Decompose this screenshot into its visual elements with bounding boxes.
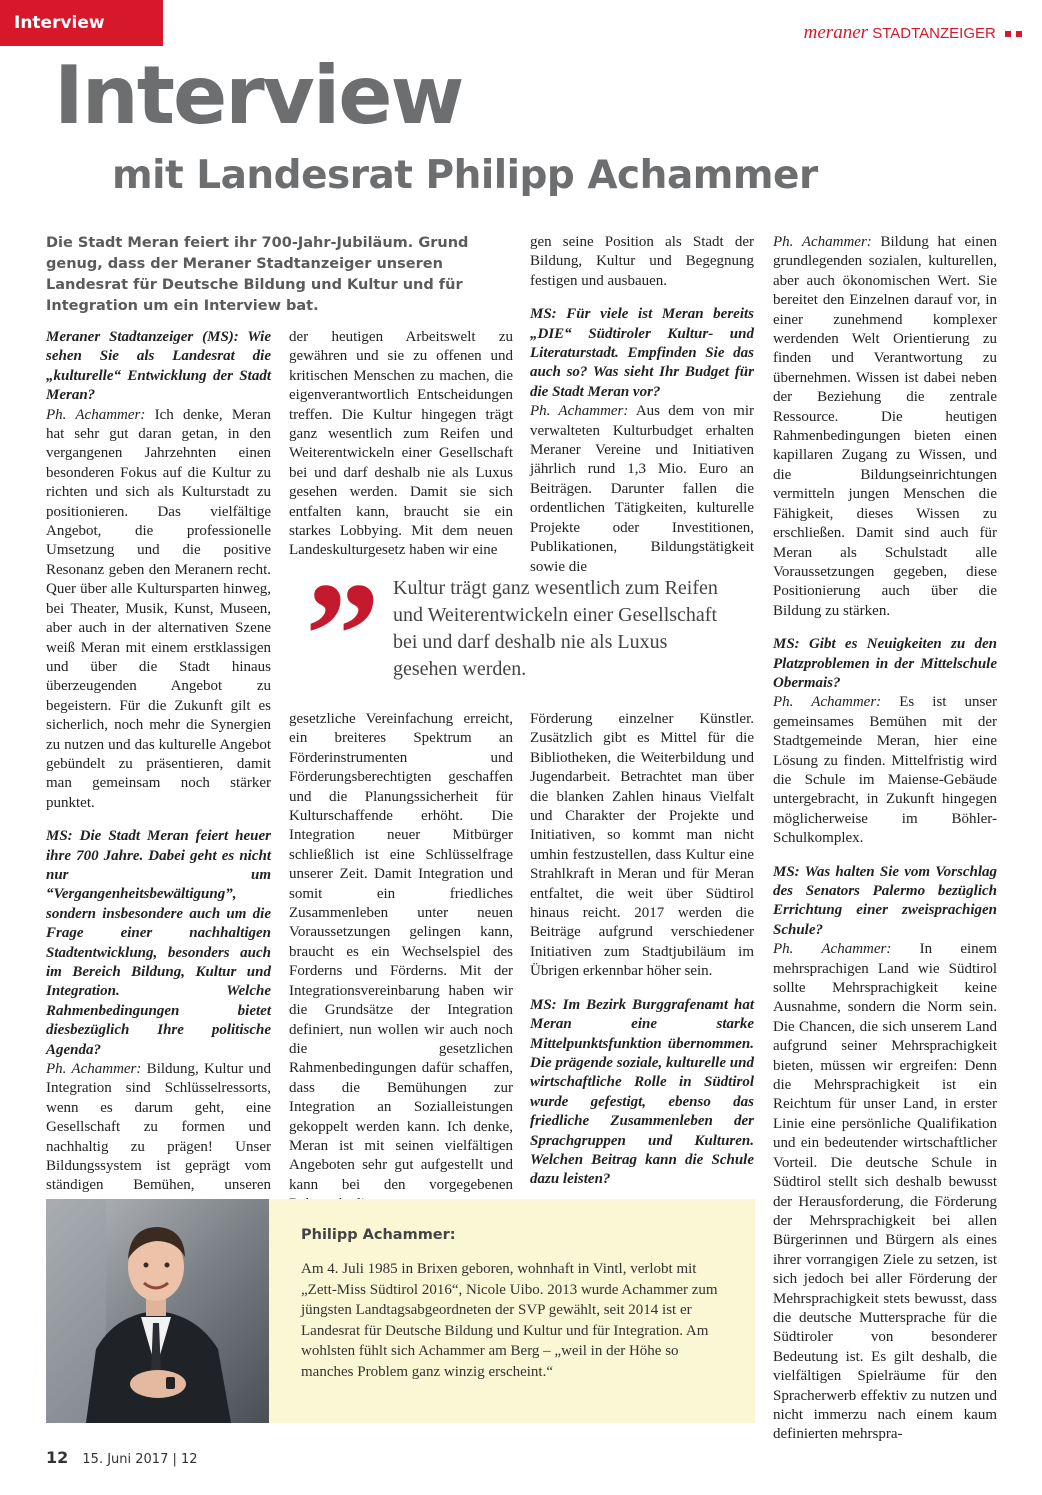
bio-text: Am 4. Juli 1985 in Brixen geboren, wohnhaft in Vintl, verlobt mit „Zett-Miss Südtirol 2016“, Nicole Uibo. 2013 wurde Achammer zum jüngsten Landtagsabgeordneten der SVP gewählt, seit 2014 ist er Landesrat für Deutsche Bildung und Kultur und für Integration. Am wohlsten fühlt sich Achammer am Berg – „weil in der Höhe so manches Problem ganz winzig erscheint.“ [301, 1261, 718, 1380]
section-label: Interview [0, 0, 163, 46]
brand-logo [804, 22, 1022, 44]
question-2: MS: Die Stadt Meran feiert heuer ihre 700 Jahre. Dabei geht es nicht nur um “Vergangenheitsbewältigung”, sondern insbesondere auch um die Frage einer nachhaltigen Stadtentwicklung, besonders auch im Bereich Bildung, Kultur und Integration. Welche Rahmenbedingungen bietet diesbezüglich Ihre politische Agenda? [46, 828, 271, 1058]
footer-date: 15. Juni 2017 | 12 [82, 1452, 198, 1467]
bio-box [269, 1199, 755, 1423]
quote-mark-icon: ” [305, 552, 380, 718]
answer-speaker: Ph. Achammer: [773, 941, 892, 958]
question-1: Meraner Stadtanzeiger (MS): Wie sehen Sie als Landesrat die „kulturelle“ Entwicklung der Stadt Meran? [46, 329, 271, 404]
article-column-2-bottom [289, 710, 513, 1229]
answer-2-end: gen seine Position als Stadt der Bildung, Kultur und Begegnung festigen und ausbauen. [530, 234, 754, 289]
brand-name: STADTANZEIGER [872, 25, 996, 42]
portrait-photo [46, 1199, 269, 1423]
answer-speaker: Ph. Achammer: [773, 234, 872, 250]
brand-square-icon [1016, 31, 1022, 37]
question-4: MS: Im Bezirk Burggrafenamt hat Meran eine starke Mittelpunktsfunktion übernommen. Die prägende soziale, kulturelle und wirtschaftliche Rolle in Südtirol wurde gefestigt, ebenso das friedliche Zusammenleben der Sprachgruppen und Kulturen. Welchen Beitrag kann die Schule dazu leisten? [530, 996, 754, 1188]
answer-6: In einem mehrsprachigen Land wie Südtirol sollte Mehrsprachigkeit keine Ausnahme, sondern die Norm sein. Die Chancen, die sich unserem Land aufgrund seiner Mehrsprachigkeit bieten, müssen wir ergreifen: Denn die Mehrsprachigkeit ist ein Reichtum für unser Land, in erster Linie eine persönliche Qualifikation und ein bedeutender wirtschaftlicher Vorteil. Die deutsche Schule in Südtirol stellt sich deshalb bewusst der Herausforderung, die Förderung der Mehrsprachigkeit bei allen Bürgerinnen und Bürgern als eines ihrer vorrangigen Ziele zu setzen, ist sich jedoch bei aller Förderung der Mehrsprachigkeit stets bewusst, dass die deutsche Muttersprache für die Südtiroler von besonderer Bedeutung ist. Es gilt deshalb, die vielfältigen Spielräume für den Spracherwerb effektiv zu nutzen und nicht immerzu nach einem kaum definierten mehrspra- [773, 941, 997, 1443]
answer-1: Ich denke, Meran hat sehr gut daran getan, in den vergangenen Jahrzehnten einen besonderen Fokus auf die Kultur zu richten und sich als Kulturstadt zu positionieren. Das vielfältige Angebot, die professionelle Umsetzung und die positive Resonanz geben den Meranern recht. Quer über alle Kultursparten hinweg, bei Theater, Musik, Kunst, Museen, aber auch in der alternativen Szene weiß Meran mit einem erstklassigen und über die Stadt hinaus überzeugenden Angebot zu begeistern. Für die Zukunft gilt es sicherlich, noch mehr die Synergien zu nutzen und das kulturelle Angebot gebündelt zu präsentieren, damit man gemeinsam noch stärker punktet. [46, 406, 271, 811]
article-column-3-bottom [530, 710, 754, 1204]
answer-speaker: Ph. Achammer: [530, 403, 629, 420]
question-5: MS: Gibt es Neuigkeiten zu den Platzproblemen in der Mittelschule Obermais? [773, 636, 997, 691]
question-3: MS: Für viele ist Meran bereits „DIE“ Südtiroler Kultur- und Literaturstadt. Empfinden Sie das auch so? Was sieht Ihr Budget für die Stadt Meran vor? [530, 306, 754, 400]
pull-quote: Kultur trägt ganz wesentlich zum Reifen und Weiterentwickeln einer Gesellschaft bei und darf deshalb nie als Luxus gesehen werden. [393, 577, 718, 680]
answer-speaker: Ph. Achammer: [46, 1061, 142, 1078]
brand-script: meraner [803, 22, 869, 43]
answer-3: Aus dem von mir verwalteten Kulturbudget erhalten Meraner Vereine und Initiativen jährlich rund 1,3 Mio. Euro an Beiträgen. Darunter fallen die ordentlichen Tätigkeiten, kulturelle Projekte oder Investitionen, Publikationen, Bildungstätigkeit sowie die [530, 403, 755, 575]
page-subtitle: mit Landesrat Philipp Achammer [112, 153, 818, 198]
answer-speaker: Ph. Achammer: [773, 694, 882, 711]
article-column-1 [46, 328, 271, 1268]
brand-square-icon [1005, 31, 1011, 37]
answer-speaker: Ph. Achammer: [46, 406, 146, 423]
page-number: 12 [46, 1448, 69, 1467]
bio-name: Philipp Achammer: [301, 1227, 456, 1243]
answer-3-continued: Förderung einzelner Künstler. Zusätzlich gibt es Mittel für die Bibliotheken, die Weiterbildung und Jugendarbeit. Betrachtet man über die blanken Zahlen hinaus Vielfalt und Charakter der Projekte und Initiativen, so kommt man nicht umhin festzustellen, dass Kultur eine Strahlkraft in Meran und für Meran entfaltet, die weit über Südtirol hinaus reicht. 2017 werden die Beiträge aufgrund verschiedener Initiativen zum Stadtjubiläum im Übrigen erkennbar höher sein. [530, 711, 754, 980]
page-title: Interview [54, 49, 463, 142]
article-column-3-top [530, 233, 754, 591]
answer-2: Bildung, Kultur und Integration sind Schlüsselressorts, wenn es darum geht, eine Gesellschaft zu formen und nachhaltig zu prägen! Unser Bildungssystem ist geprägt vom ständigen Bemühen, unseren [46, 1061, 271, 1194]
article-column-4 [773, 233, 997, 1459]
page-footer [46, 1448, 198, 1467]
answer-4: Bildung hat einen grundlegenden sozialen, kulturellen, aber auch ökonomischen Wert. Sie bereitet den Einzelnen darauf vor, in einer zunehmend komplexer werdenden Welt Orientierung zu finden und Verantwortung zu übernehmen. Wissen ist dabei neben der Beziehung die zentrale Ressource. Die heutigen Rahmenbedingungen bieten einen kapillaren Zugang zu Wissen, und die Bildungseinrichtungen vermitteln jungen Menschen die Fähigkeit, dieses Wissen zu erschließen. Damit sind auch für Meran als Schulstadt alle Voraussetzungen gegeben, diese Positionierung auch über die Bildung zu stärken. [773, 234, 997, 619]
answer-5: Es ist unser gemeinsames Bemühen mit der Stadtgemeinde Meran, hier eine Lösung zu finden. Mittelfristig wird die Schule im Maiense-Gebäude untergebracht, in Zukunft hingegen möglicherweise im Böhler-Schulkomplex. [773, 694, 997, 847]
answer-2-continued-2: gesetzliche Vereinfachung erreicht, ein breiteres Spektrum an Förderinstrumenten und Förderungsberechtigten geschaffen und die Planungssicherheit für Kulturschaffende erhöht. Die Integration neuer Mitbürger schließlich ist eine Schlüsselfrage unserer Zeit. Damit Integration und somit ein friedliches Zusammenleben unter neuen Voraussetzungen gelingen kann, braucht es ein Wechselspiel des Forderns und Förderns. Mit der Integrationsvereinbarung haben wir die Grundsätze der Integration definiert, nun wollen wir auch noch die gesetzlichen Rahmenbedingungen dafür schaffen, dass die Bemühungen zur Integration an Sozialleistungen gekoppelt werden kann. Ich denke, Meran ist mit seinen vielfältigen Angeboten sehr gut aufgestellt und kann bei den vorgegebenen [289, 711, 513, 1193]
question-6: MS: Was halten Sie vom Vorschlag des Senators Palermo bezüglich Errichtung einer zweisprachigen Schule? [773, 863, 997, 938]
article-column-2-top [289, 328, 513, 575]
answer-2-continued: der heutigen Arbeitswelt zu gewähren und sie zu offenen und kritischen Menschen zu machen, die eigenverantwortlich Entscheidungen treffen. Die Kultur hingegen trägt ganz wesentlich zum Reifen und Weiterentwickeln einer Gesellschaft bei und darf deshalb nie als Luxus gesehen werden. Damit sie sich entfalten kann, braucht sie ein starkes Lobbying. Mit dem neuen Landeskulturgesetz haben wir eine [289, 329, 513, 559]
lead-paragraph: Die Stadt Meran feiert ihr 700-Jahr-Jubiläum. Grund genug, dass der Meraner Stadtanzeiger unseren Landesrat für Deutsche Bildung und Kultur und für Integration um ein Interview bat. [46, 235, 469, 314]
